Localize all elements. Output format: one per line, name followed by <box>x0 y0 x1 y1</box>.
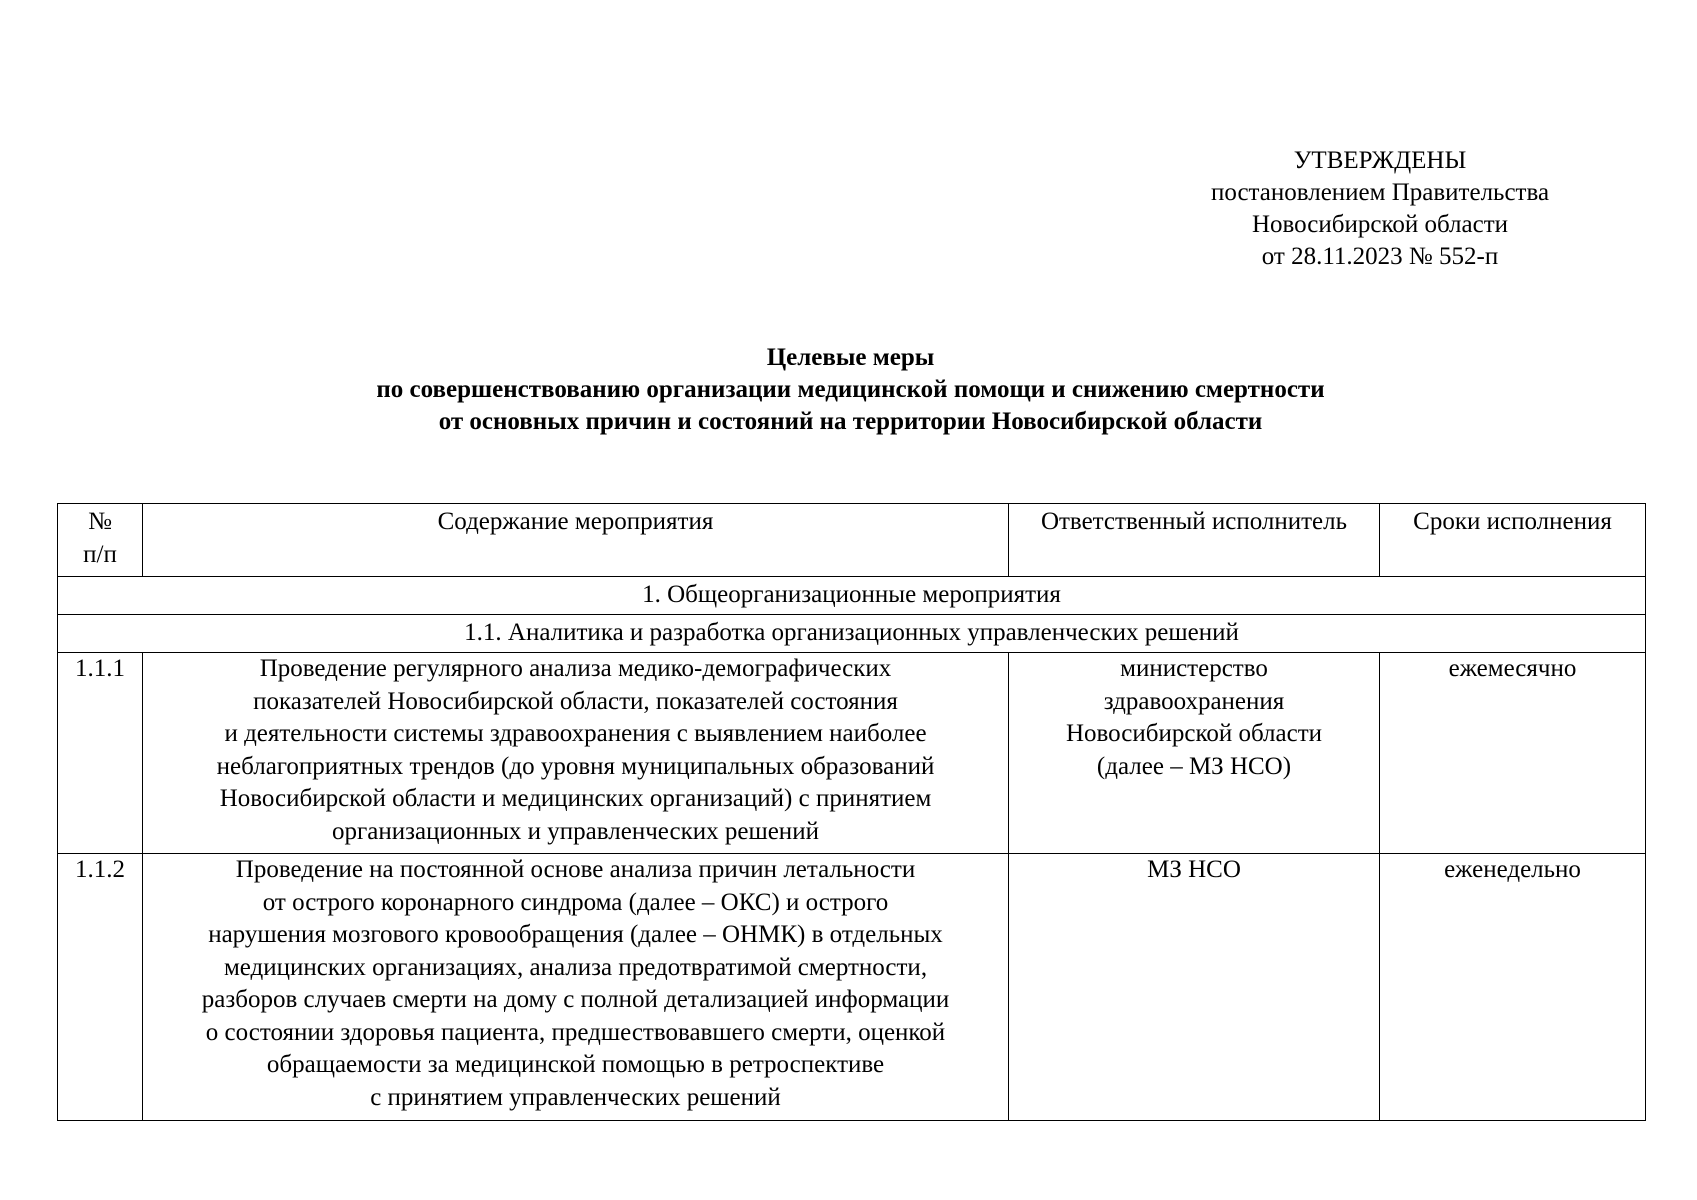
content-line: разборов случаев смерти на дому с полной детализацией информации <box>201 986 950 1013</box>
subsection-row <box>58 615 1646 653</box>
executor-line: здравоохранения <box>1103 687 1285 715</box>
executor-line: Новосибирской области <box>1065 720 1323 747</box>
section-title: 1. Общеорганизационные мероприятия <box>58 577 1646 615</box>
header-num-line: № <box>88 508 112 535</box>
approval-stamp <box>1180 145 1580 273</box>
content-line: о состоянии здоровья пациента, предшествовавшего смерти, оценкой <box>205 1018 946 1046</box>
row-deadline: ежемесячно <box>1380 653 1646 854</box>
subsection-title: 1.1. Аналитика и разработка организационных управленческих решений <box>58 615 1646 653</box>
content-line: Проведение на постоянной основе анализа причин летальности <box>235 856 916 883</box>
content-line: Проведение регулярного анализа медико-демографических <box>259 655 892 682</box>
executor-line: (далее – МЗ НСО) <box>1096 752 1292 780</box>
executor-line: министерство <box>1120 655 1268 682</box>
table-row <box>58 854 1646 1121</box>
header-num-line: п/п <box>83 540 117 568</box>
header-executor: Ответственный исполнитель <box>1009 504 1380 577</box>
approval-line: Новосибирской области <box>1251 211 1509 238</box>
section-row <box>58 577 1646 615</box>
content-line: нарушения мозгового кровообращения (далее – ОНМК) в отдельных <box>208 921 943 948</box>
row-executor <box>1009 653 1380 854</box>
content-line: организационных и управленческих решений <box>332 817 819 845</box>
executor-line: МЗ НСО <box>1147 856 1241 883</box>
measures-table <box>57 503 1646 1121</box>
content-line: показателей Новосибирской области, показателей состояния <box>253 687 898 715</box>
row-deadline: еженедельно <box>1380 854 1646 1121</box>
content-line: Новосибирской области и медицинских организаций) с принятием <box>219 785 932 812</box>
title-line: от основных причин и состояний на территории Новосибирской области <box>438 408 1263 435</box>
title-line: по совершенствованию организации медицинской помощи и снижению смертности <box>376 376 1325 403</box>
row-num: 1.1.2 <box>58 854 143 1121</box>
title-line: Целевые меры <box>766 344 935 371</box>
header-deadline: Сроки исполнения <box>1380 504 1646 577</box>
table-header-row <box>58 504 1646 577</box>
approval-line: от 28.11.2023 № 552-п <box>1261 243 1499 270</box>
content-line: с принятием управленческих решений <box>370 1083 781 1111</box>
header-content: Содержание мероприятия <box>143 504 1009 577</box>
content-line: от острого коронарного синдрома (далее – ОКС) и острого <box>262 888 889 916</box>
content-line: и деятельности системы здравоохранения с выявлением наиболее <box>224 720 927 747</box>
header-num <box>58 504 143 577</box>
content-line: медицинских организациях, анализа предотвратимой смертности, <box>223 953 928 981</box>
document-title <box>57 342 1644 438</box>
approval-line: УТВЕРЖДЕНЫ <box>1293 147 1467 174</box>
table-row <box>58 653 1646 854</box>
approval-line: постановлением Правительства <box>1210 179 1550 206</box>
row-content <box>143 653 1009 854</box>
row-executor <box>1009 854 1380 1121</box>
content-line: обращаемости за медицинской помощью в ретроспективе <box>266 1051 885 1078</box>
content-line: неблагоприятных трендов (до уровня муниципальных образований <box>216 752 935 780</box>
row-content <box>143 854 1009 1121</box>
row-num: 1.1.1 <box>58 653 143 854</box>
